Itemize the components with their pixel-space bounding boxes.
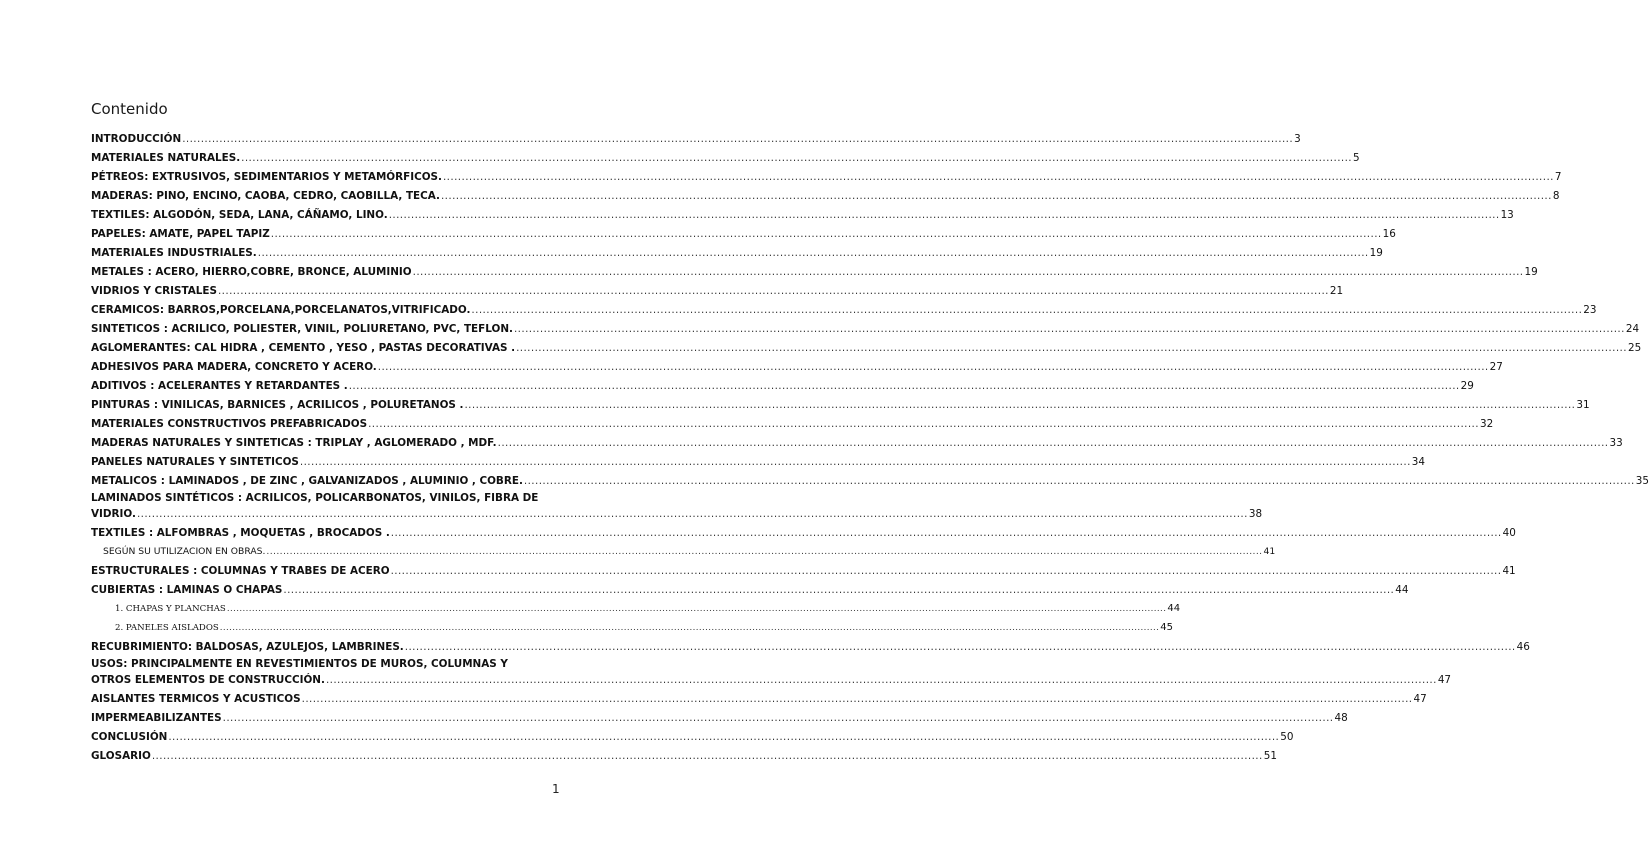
toc-entry-page: 24 [1625,323,1640,335]
toc-entry-label: PANELES NATURALES Y SINTETICOS [91,456,299,468]
toc-entry-label: ESTRUCTURALES : COLUMNAS Y TRABES DE ACERO [91,565,390,577]
dot-leader: ............................................................................................................................................................................................................................................................................................................ [226,604,1167,614]
toc-entry-label: VIDRIOS Y CRISTALES [91,285,217,297]
toc-entry[interactable] [91,260,1538,279]
dot-leader: ............................................................................................................................................................................................................................................................................................................ [270,228,1382,240]
dot-leader: ............................................................................................................................................................................................................................................................................................................ [377,361,1489,373]
toc-entry[interactable] [91,597,1181,616]
toc-entry-page: 32 [1479,418,1494,430]
toc-entry-label: VIDRIO. [91,508,136,520]
toc-entry[interactable] [91,687,1427,706]
toc-entry-page: 40 [1502,527,1516,539]
dot-leader: ............................................................................................................................................................................................................................................................................................................ [241,152,1353,164]
dot-leader: ............................................................................................................................................................................................................................................................................................................ [412,266,1524,278]
toc-entry[interactable] [91,657,1452,687]
toc-entry-page: 5 [1353,152,1360,164]
page-number: 1 [552,782,560,796]
toc-entry[interactable] [91,165,1562,184]
dot-leader: ............................................................................................................................................................................................................................................................................................................ [388,209,1500,221]
toc-entry[interactable] [91,127,1301,146]
toc-entry-label: RECUBRIMIENTO: BALDOSAS, AZULEJOS, LAMBRINES. [91,641,404,653]
toc-entry[interactable] [91,222,1396,241]
toc-entry-label: ADHESIVOS PARA MADERA, CONCRETO Y ACERO. [91,361,377,373]
toc-entry[interactable] [91,559,1516,578]
toc-entry-label: AISLANTES TERMICOS Y ACUSTICOS [91,693,301,705]
dot-leader: ............................................................................................................................................................................................................................................................................................................ [266,546,1263,557]
toc-entry-page: 46 [1516,641,1530,653]
toc-entry[interactable] [91,725,1294,744]
toc-entry-label: CONCLUSIÓN [91,731,168,743]
toc-entry-page: 3 [1294,133,1301,145]
toc-entry-label: 1. CHAPAS Y PLANCHAS [115,604,226,614]
toc-entry[interactable] [91,635,1530,654]
toc-entry[interactable] [91,317,1640,336]
dot-leader: ............................................................................................................................................................................................................................................................................................................ [136,508,1248,520]
toc-entry-page: 25 [1627,342,1642,354]
toc-entry[interactable] [91,412,1494,431]
toc-entry-label: OTROS ELEMENTOS DE CONSTRUCCIÓN. [91,674,325,686]
toc-entry-page: 19 [1369,247,1383,259]
toc-entry-label: 2. PANELES AISLADOS [115,623,219,633]
toc-entry-page: 33 [1609,437,1623,449]
dot-leader: ............................................................................................................................................................................................................................................................................................................ [440,190,1552,202]
dot-leader: ............................................................................................................................................................................................................................................................................................................ [151,750,1263,762]
dot-leader: ............................................................................................................................................................................................................................................................................................................ [299,456,1411,468]
toc-entry-label: LAMINADOS SINTÉTICOS : ACRILICOS, POLICARBONATOS, VINILOS, FIBRA DE [91,492,539,504]
toc-entry-label: SEGÚN SU UTILIZACION EN OBRAS. [103,546,266,557]
toc-entry[interactable] [91,469,1649,488]
toc-entry-label: ADITIVOS : ACELERANTES Y RETARDANTES . [91,380,348,392]
dot-leader: ............................................................................................................................................................................................................................................................................................................ [325,674,1437,686]
dot-leader: ............................................................................................................................................................................................................................................................................................................ [222,712,1334,724]
toc-entry-label: CUBIERTAS : LAMINAS O CHAPAS [91,584,283,596]
toc-entry[interactable] [91,298,1597,317]
dot-leader: ............................................................................................................................................................................................................................................................................................................ [523,475,1635,487]
toc-entry[interactable] [91,540,1276,559]
dot-leader: ............................................................................................................................................................................................................................................................................................................ [404,641,1516,653]
toc-entry-page: 41 [1502,565,1516,577]
toc-entry-label: MATERIALES CONSTRUCTIVOS PREFABRICADOS [91,418,368,430]
toc-entry-label: METALES : ACERO, HIERRO,COBRE, BRONCE, ALUMINIO [91,266,412,278]
toc-entry-label: CERAMICOS: BARROS,PORCELANA,PORCELANATOS,VITRIFICADO. [91,304,471,316]
toc-entry[interactable] [91,706,1348,725]
dot-leader: ............................................................................................................................................................................................................................................................................................................ [368,418,1479,430]
toc-entry-page: 13 [1500,209,1514,221]
toc-entry-page: 47 [1413,693,1427,705]
dot-leader: ............................................................................................................................................................................................................................................................................................................ [219,623,1160,633]
dot-leader: ............................................................................................................................................................................................................................................................................................................ [168,731,1280,743]
toc-entry-label: MADERAS: PINO, ENCINO, CAOBA, CEDRO, CAOBILLA, TECA. [91,190,440,202]
toc-entry-page: 38 [1248,508,1263,520]
dot-leader: ............................................................................................................................................................................................................................................................................................................ [182,133,1294,145]
table-of-contents [91,127,1649,763]
dot-leader: ............................................................................................................................................................................................................................................................................................................ [464,399,1576,411]
toc-entry-page: 44 [1167,603,1181,614]
toc-entry[interactable] [91,450,1426,469]
dot-leader: ............................................................................................................................................................................................................................................................................................................ [283,584,1395,596]
toc-entry[interactable] [91,616,1173,635]
toc-entry-label: PAPELES: AMATE, PAPEL TAPIZ [91,228,270,240]
toc-entry-page: 16 [1382,228,1396,240]
toc-entry-label: AGLOMERANTES: CAL HIDRA , CEMENTO , YESO , PASTAS DECORATIVAS . [91,342,516,354]
toc-entry-page: 50 [1280,731,1294,743]
dot-leader: ............................................................................................................................................................................................................................................................................................................ [442,171,1554,183]
dot-leader: ............................................................................................................................................................................................................................................................................................................ [390,565,1502,577]
toc-entry-page: 19 [1524,266,1538,278]
toc-entry-page: 7 [1554,171,1562,183]
toc-entry-label: PINTURAS : VINILICAS, BARNICES , ACRILICOS , POLURETANOS . [91,399,464,411]
toc-entry-page: 41 [1263,546,1276,557]
dot-leader: ............................................................................................................................................................................................................................................................................................................ [497,437,1609,449]
toc-entry-page: 31 [1576,399,1590,411]
toc-entry[interactable] [91,184,1560,203]
toc-entry-label: METALICOS : LAMINADOS , DE ZINC , GALVANIZADOS , ALUMINIO , COBRE. [91,475,523,487]
toc-entry-page: 8 [1552,190,1560,202]
dot-leader: ............................................................................................................................................................................................................................................................................................................ [516,342,1627,354]
toc-entry-label: PÉTREOS: EXTRUSIVOS, SEDIMENTARIOS Y METAMÓRFICOS. [91,171,442,183]
toc-entry[interactable] [91,203,1514,222]
toc-entry[interactable] [91,431,1623,450]
toc-entry-page: 48 [1334,712,1348,724]
toc-entry-label: MATERIALES NATURALES. [91,152,241,164]
toc-entry-label: INTRODUCCIÓN [91,133,182,145]
toc-entry-label: GLOSARIO [91,750,151,762]
dot-leader: ............................................................................................................................................................................................................................................................................................................ [471,304,1583,316]
toc-entry-page: 29 [1460,380,1474,392]
dot-leader: ............................................................................................................................................................................................................................................................................................................ [513,323,1625,335]
toc-entry-label: IMPERMEABILIZANTES [91,712,222,724]
toc-entry-page: 23 [1583,304,1597,316]
toc-entry-page: 27 [1489,361,1503,373]
toc-entry-page: 21 [1329,285,1344,297]
toc-entry-page: 34 [1411,456,1426,468]
toc-title: Contenido [91,100,168,118]
toc-entry-label: MADERAS NATURALES Y SINTETICAS : TRIPLAY , AGLOMERADO , MDF. [91,437,497,449]
toc-entry[interactable] [91,374,1474,393]
toc-entry-page: 44 [1395,584,1409,596]
toc-entry-label: TEXTILES: ALGODÓN, SEDA, LANA, CÁÑAMO, LINO. [91,209,388,221]
dot-leader: ............................................................................................................................................................................................................................................................................................................ [217,285,1329,297]
toc-entry[interactable] [91,241,1383,260]
dot-leader: ............................................................................................................................................................................................................................................................................................................ [257,247,1369,259]
dot-leader: ............................................................................................................................................................................................................................................................................................................ [390,527,1502,539]
toc-entry[interactable] [91,578,1409,597]
toc-entry-page: 35 [1635,475,1649,487]
toc-entry[interactable] [91,279,1344,298]
toc-entry-page: 51 [1263,750,1277,762]
toc-entry-label: TEXTILES : ALFOMBRAS , MOQUETAS , BROCADOS . [91,527,390,539]
dot-leader: ............................................................................................................................................................................................................................................................................................................ [348,380,1460,392]
toc-entry[interactable] [91,336,1642,355]
toc-entry[interactable] [91,491,1263,521]
toc-entry[interactable] [91,521,1516,540]
toc-entry-page: 47 [1437,674,1452,686]
toc-entry-label: MATERIALES INDUSTRIALES. [91,247,257,259]
toc-entry[interactable] [91,393,1590,412]
dot-leader: ............................................................................................................................................................................................................................................................................................................ [301,693,1413,705]
toc-entry-page: 45 [1160,622,1173,633]
toc-entry[interactable] [91,744,1277,763]
toc-entry[interactable] [91,146,1360,165]
toc-entry-label: SINTETICOS : ACRILICO, POLIESTER, VINIL, POLIURETANO, PVC, TEFLON. [91,323,513,335]
toc-entry-label: USOS: PRINCIPALMENTE EN REVESTIMIENTOS DE MUROS, COLUMNAS Y [91,658,508,670]
toc-entry[interactable] [91,355,1503,374]
